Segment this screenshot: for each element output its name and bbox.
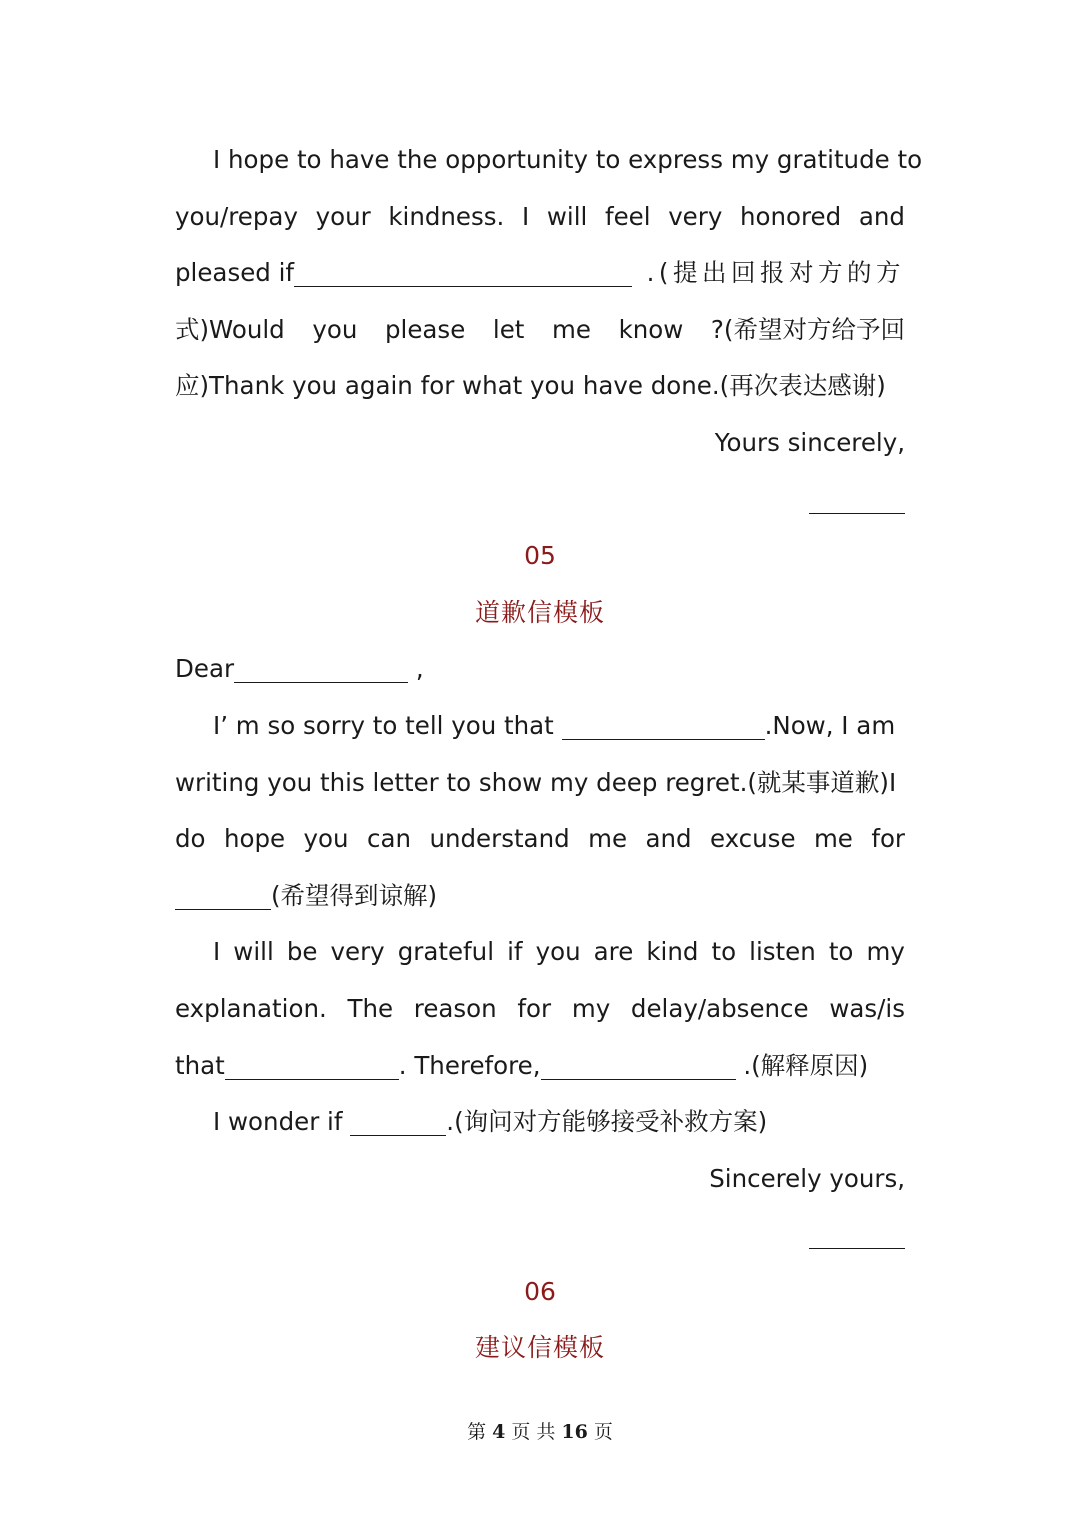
- section-title: 建议信模板: [474, 1333, 605, 1363]
- word: know: [618, 314, 684, 344]
- footer-text: 第: [467, 1421, 487, 1443]
- paragraph-line: [175, 924, 905, 981]
- fill-in-blank: [541, 1053, 736, 1080]
- word: for: [517, 993, 552, 1023]
- word: very: [330, 937, 385, 967]
- word: to: [711, 937, 737, 967]
- word: I: [213, 937, 221, 967]
- text-run: .(询问对方能够接受补救方案): [446, 1107, 768, 1137]
- text-run: .(提出回报对方的方: [646, 258, 905, 288]
- paragraph-line: I hope to have the opportunity to express my gratitude to: [213, 145, 923, 174]
- word: you: [303, 824, 349, 854]
- word: The: [347, 993, 394, 1023]
- signature-line: [175, 1207, 905, 1264]
- text-run: that: [175, 1050, 225, 1080]
- word: be: [286, 937, 318, 967]
- text-run: I’ m so sorry to tell you that: [213, 710, 554, 740]
- word: honored: [739, 201, 842, 231]
- footer-text: 页: [593, 1421, 613, 1443]
- letter-closing: Yours sincerely,: [714, 427, 905, 457]
- word: my: [866, 937, 905, 967]
- word: me: [588, 824, 628, 854]
- fill-in-blank: [294, 260, 632, 287]
- text-run: ,: [415, 654, 424, 684]
- word: for: [871, 824, 905, 854]
- current-page-number: 4: [492, 1421, 506, 1443]
- paragraph-line: [175, 698, 905, 755]
- word: ?(希望对方给予回: [710, 314, 905, 344]
- word: was/is: [829, 993, 905, 1023]
- word: kindness.: [388, 201, 505, 231]
- letter-closing: Sincerely yours,: [709, 1163, 905, 1193]
- word: grateful: [397, 937, 495, 967]
- text-run: (希望得到谅解): [271, 880, 438, 910]
- word: let: [492, 314, 525, 344]
- word: feel: [604, 201, 651, 231]
- section-number: 05: [524, 541, 556, 571]
- word: you/repay: [175, 201, 298, 231]
- word: will: [233, 937, 274, 967]
- word: are: [593, 937, 634, 967]
- section-number: 06: [524, 1276, 556, 1306]
- word: my: [571, 993, 611, 1023]
- text-run: . Therefore,: [398, 1050, 541, 1080]
- word: you: [535, 937, 581, 967]
- word: me: [813, 824, 853, 854]
- footer-text: 页 共: [511, 1421, 556, 1443]
- word: can: [367, 824, 412, 854]
- paragraph-line: writing you this letter to show my deep regret.(就某事道歉)I: [175, 767, 897, 797]
- word: explanation.: [175, 993, 327, 1023]
- document-body: [175, 132, 923, 1377]
- word: and: [645, 824, 692, 854]
- paragraph-line: 应)Thank you again for what you have done.(再次表达感谢): [175, 371, 886, 401]
- page-footer: [0, 1417, 1080, 1444]
- word: you: [312, 314, 358, 344]
- word: excuse: [709, 824, 796, 854]
- fill-in-blank: [234, 656, 408, 683]
- word: please: [384, 314, 466, 344]
- text-run: .(解释原因): [743, 1050, 869, 1080]
- word: kind: [646, 937, 699, 967]
- paragraph-line: [175, 245, 905, 302]
- paragraph-line: [175, 1038, 905, 1095]
- text-run: pleased if: [175, 258, 295, 288]
- paragraph-line: [175, 811, 905, 868]
- word: hope: [223, 824, 286, 854]
- paragraph-line: [175, 1094, 905, 1151]
- section-title: 道歉信模板: [474, 597, 605, 627]
- paragraph-line: [175, 189, 905, 246]
- word: do: [175, 824, 206, 854]
- word: I: [521, 201, 530, 231]
- word: and: [858, 201, 905, 231]
- fill-in-blank: [562, 713, 765, 740]
- paragraph-line: [175, 302, 905, 359]
- word: very: [668, 201, 723, 231]
- signature-blank: [809, 1222, 905, 1249]
- text-run: I wonder if: [213, 1107, 343, 1137]
- fill-in-blank: [225, 1053, 399, 1080]
- signature-line: [175, 472, 905, 529]
- paragraph-line: [175, 981, 905, 1038]
- word: understand: [429, 824, 570, 854]
- salutation: [175, 641, 905, 698]
- word: me: [552, 314, 591, 344]
- text-run: Dear: [175, 654, 235, 684]
- paragraph-line: [175, 868, 905, 925]
- total-page-count: 16: [561, 1421, 588, 1443]
- word: will: [546, 201, 588, 231]
- text-run: .Now, I am: [764, 710, 896, 740]
- word: if: [507, 937, 523, 967]
- word: listen: [749, 937, 816, 967]
- word: your: [315, 201, 371, 231]
- fill-in-blank: [350, 1109, 446, 1136]
- word: reason: [413, 993, 497, 1023]
- signature-blank: [809, 487, 905, 514]
- word: 式)Would: [175, 314, 285, 344]
- word: delay/absence: [630, 993, 809, 1023]
- fill-in-blank: [175, 883, 271, 910]
- word: to: [828, 937, 854, 967]
